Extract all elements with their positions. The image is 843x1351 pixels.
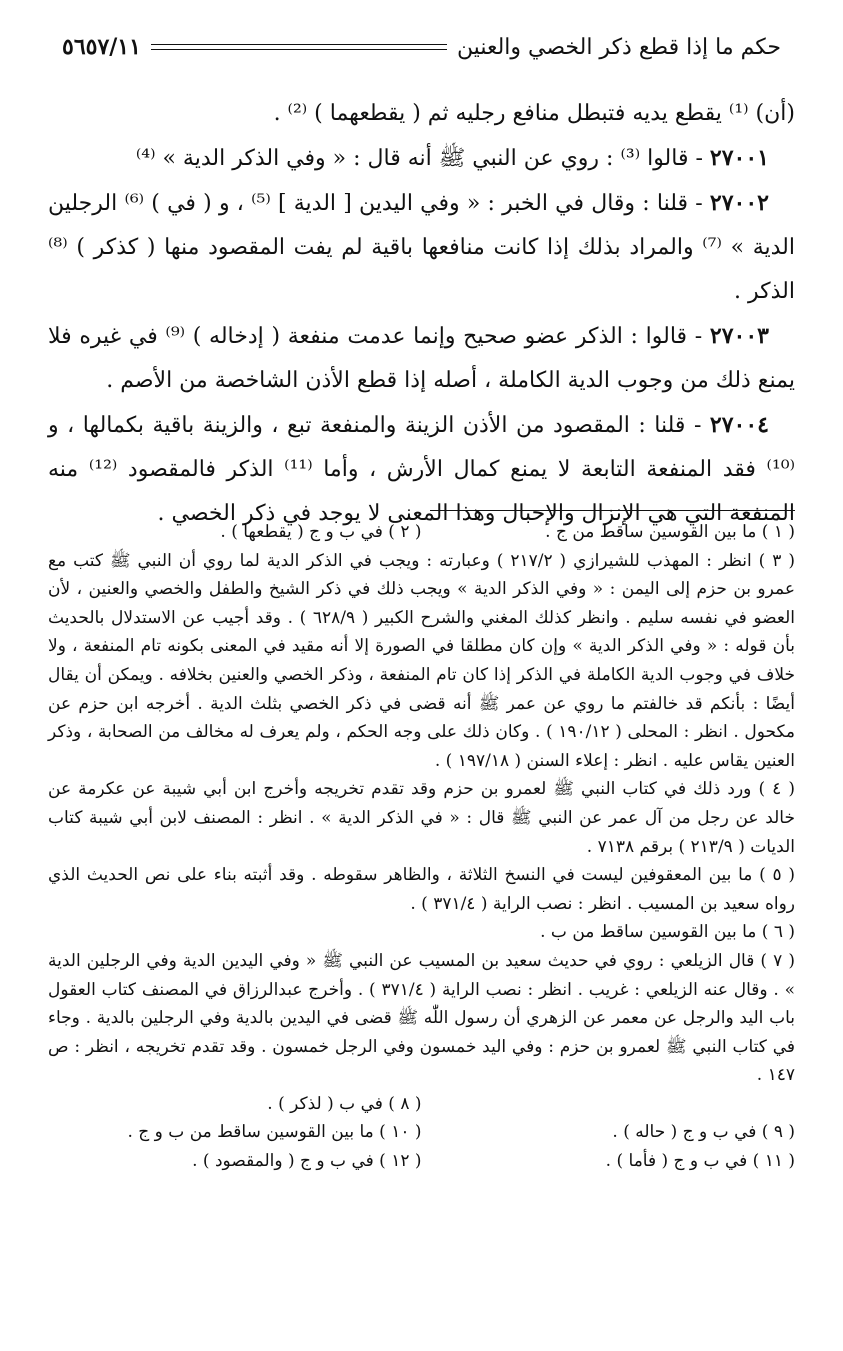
footnote-8: ( ٨ ) في ب ( لذكر ) . [267,1093,422,1114]
footnote-7: ( ٧ ) قال الزيلعي : روي في حديث سعيد بن المسيب عن النبي ﷺ « وفي اليدين الدية وفي الرجلين الدية » . وقال عنه الزيلعي : غريب . انظر : نصب الراية ( ٣٧١/٤ ) . وأخرج عبدالرزاق في المصنف كتاب العقول باب اليد والرجل عن معمر عن الزهري أن رسول اللّٰه ﷺ قضى في اليدين بالدية وفي الرجلين بالدية . وجاء في كتاب النبي ﷺ لعمرو بن حزم : وفي اليد خمسون وفي الرجل خمسون . وقد تقدم تخريجه ، انظر : ص ١٤٧ . [48,950,796,1086]
paragraph-text: - قلنا : وقال في الخبر : « وفي اليدين [ الدية ] ⁽⁵⁾ ، و ( في ) ⁽⁶⁾ الرجلين الدية » ⁽⁷⁾ والمراد بذلك إذا كانت منافعها باقية لم يفت المقصود منها ( كذكر ) ⁽⁸⁾ الذكر . [48,191,795,304]
paragraph-27002 [48,181,795,314]
paragraph-number: ٢٧٠٠١ [709,145,769,171]
footnote-4: ( ٤ ) ورد ذلك في كتاب النبي ﷺ لعمرو بن حزم وقد تقدم تخريجه وأخرج ابن أبي شيبة عن عكرمة عن خالد عن رجل من آل عمر عن النبي ﷺ قال : « في الذكر الدية » . انظر : المصنف لابن أبي شيبة كتاب الديات ( ٢١٣/٩ ) برقم ٧١٣٨ . [48,779,795,857]
footnote-10: ( ١٠ ) ما بين القوسين ساقط من ب و ج . [127,1122,422,1143]
footnote-3: ( ٣ ) انظر : المهذب للشيرازي ( ٢١٧/٢ ) وعبارته : ويجب في الذكر الدية لما روي أن النبي ﷺ كتب مع عمرو بن حزم إلى اليمن : « وفي الذكر الدية » ويجب ذلك في ذكر الشيخ والطفل والخصي والعنين ، لأن العضو في نفسه سليم . وانظر كذلك المغني والشرح الكبير ( ٦٢٨/٩ ) . وقد أجيب عن الاستدلال بالحديث بأن قوله : « وفي الذكر الدية » وإن كان مطلقا في الصورة إلا أنه مقيد في المعنى بكونه تام المنفعة ، ولا خلاف في وجوب الدية الكاملة في الذكر إذا كان تام المنفعة ، وذكر الخصي والعنين بخلافه . ويمكن أن يقال أيضًا : بأنكم قد خالفتم ما روي عن عمر ﷺ أنه قضى في ذكر الخصي بثلث الدية . أخرجه ابن حزم عن مكحول . انظر : المحلى ( ١٩٠/١٢ ) . وكان ذلك على وجه الحكم ، ولم يعرف له مخالف من الصحابة ، وذكر العنين يقاس عليه . انظر : إعلاء السنن ( ١٩٧/١٨ ) . [48,550,795,771]
paragraph-27001 [48,136,795,181]
paragraph-27004 [48,403,795,536]
footnote-6: ( ٦ ) ما بين القوسين ساقط من ب . [540,922,795,943]
footnote-row [48,1090,795,1119]
footnote-1: ( ١ ) ما بين القوسين ساقط من ج . [545,522,795,542]
paragraph-number: ٢٧٠٠٤ [709,412,769,438]
footnote-5: ( ٥ ) ما بين المعقوفين ليست في النسخ الثلاثة ، والظاهر سقوطه . وقد أثبته بناء على نص الحديث الذي رواه سعيد بن المسيب . انظر : نصب الراية ( ٣٧١/٤ ) . [48,865,795,914]
footnote-9: ( ٩ ) في ب و ج ( حاله ) . [612,1122,795,1143]
footnote-row [48,1147,795,1176]
footnote-row [48,918,795,947]
page-number: ٥٦٥٧/١١ [62,34,141,60]
header-rule [151,44,447,50]
page-title: حكم ما إذا قطع ذكر الخصي والعنين [456,34,781,60]
paragraph-intro [48,92,795,136]
footnote-12: ( ١٢ ) في ب و ج ( والمقصود ) . [192,1151,422,1172]
paragraph-text: - قالوا ⁽³⁾ : روي عن النبي ﷺ أنه قال : « وفي الذكر الدية » ⁽⁴⁾ [135,146,710,171]
footnotes [48,518,795,1176]
footnote-row [48,518,795,547]
main-text [48,92,795,536]
footnote-11: ( ١١ ) في ب و ج ( فأما ) . [605,1151,795,1172]
paragraph-text: (أن) ⁽¹⁾ يقطع يديه فتبطل منافع رجليه ثم ( يقطعهما ) ⁽²⁾ . [273,101,795,126]
paragraph-text: - قالوا : الذكر عضو صحيح وإنما عدمت منفعة ( إدخاله ) ⁽⁹⁾ في غيره فلا يمنع ذلك من وجوب الدية الكاملة ، أصله إذا قطع الأذن الشاخصة من الأصم . [48,324,795,393]
running-header [62,28,781,66]
paragraph-number: ٢٧٠٠٣ [709,323,769,349]
footnote-2: ( ٢ ) في ب و ج ( يقطعها ) . [220,522,422,542]
paragraph-text: - قلنا : المقصود من الأذن الزينة والمنفعة تبع ، والزينة باقية بكمالها ، و ⁽¹⁰⁾ فقد المنفعة التابعة لا يمنع كمال الأرش ، وأما ⁽¹¹⁾ الذكر فالمقصود ⁽¹²⁾ منه المنفعة التي هي الإنزال والإحبال وهذا المعنى لا يوجد في ذكر الخصي . [48,413,795,526]
footnote-separator [430,510,795,511]
footnote-row [48,1118,795,1147]
paragraph-27003 [48,314,795,403]
paragraph-number: ٢٧٠٠٢ [709,190,769,216]
